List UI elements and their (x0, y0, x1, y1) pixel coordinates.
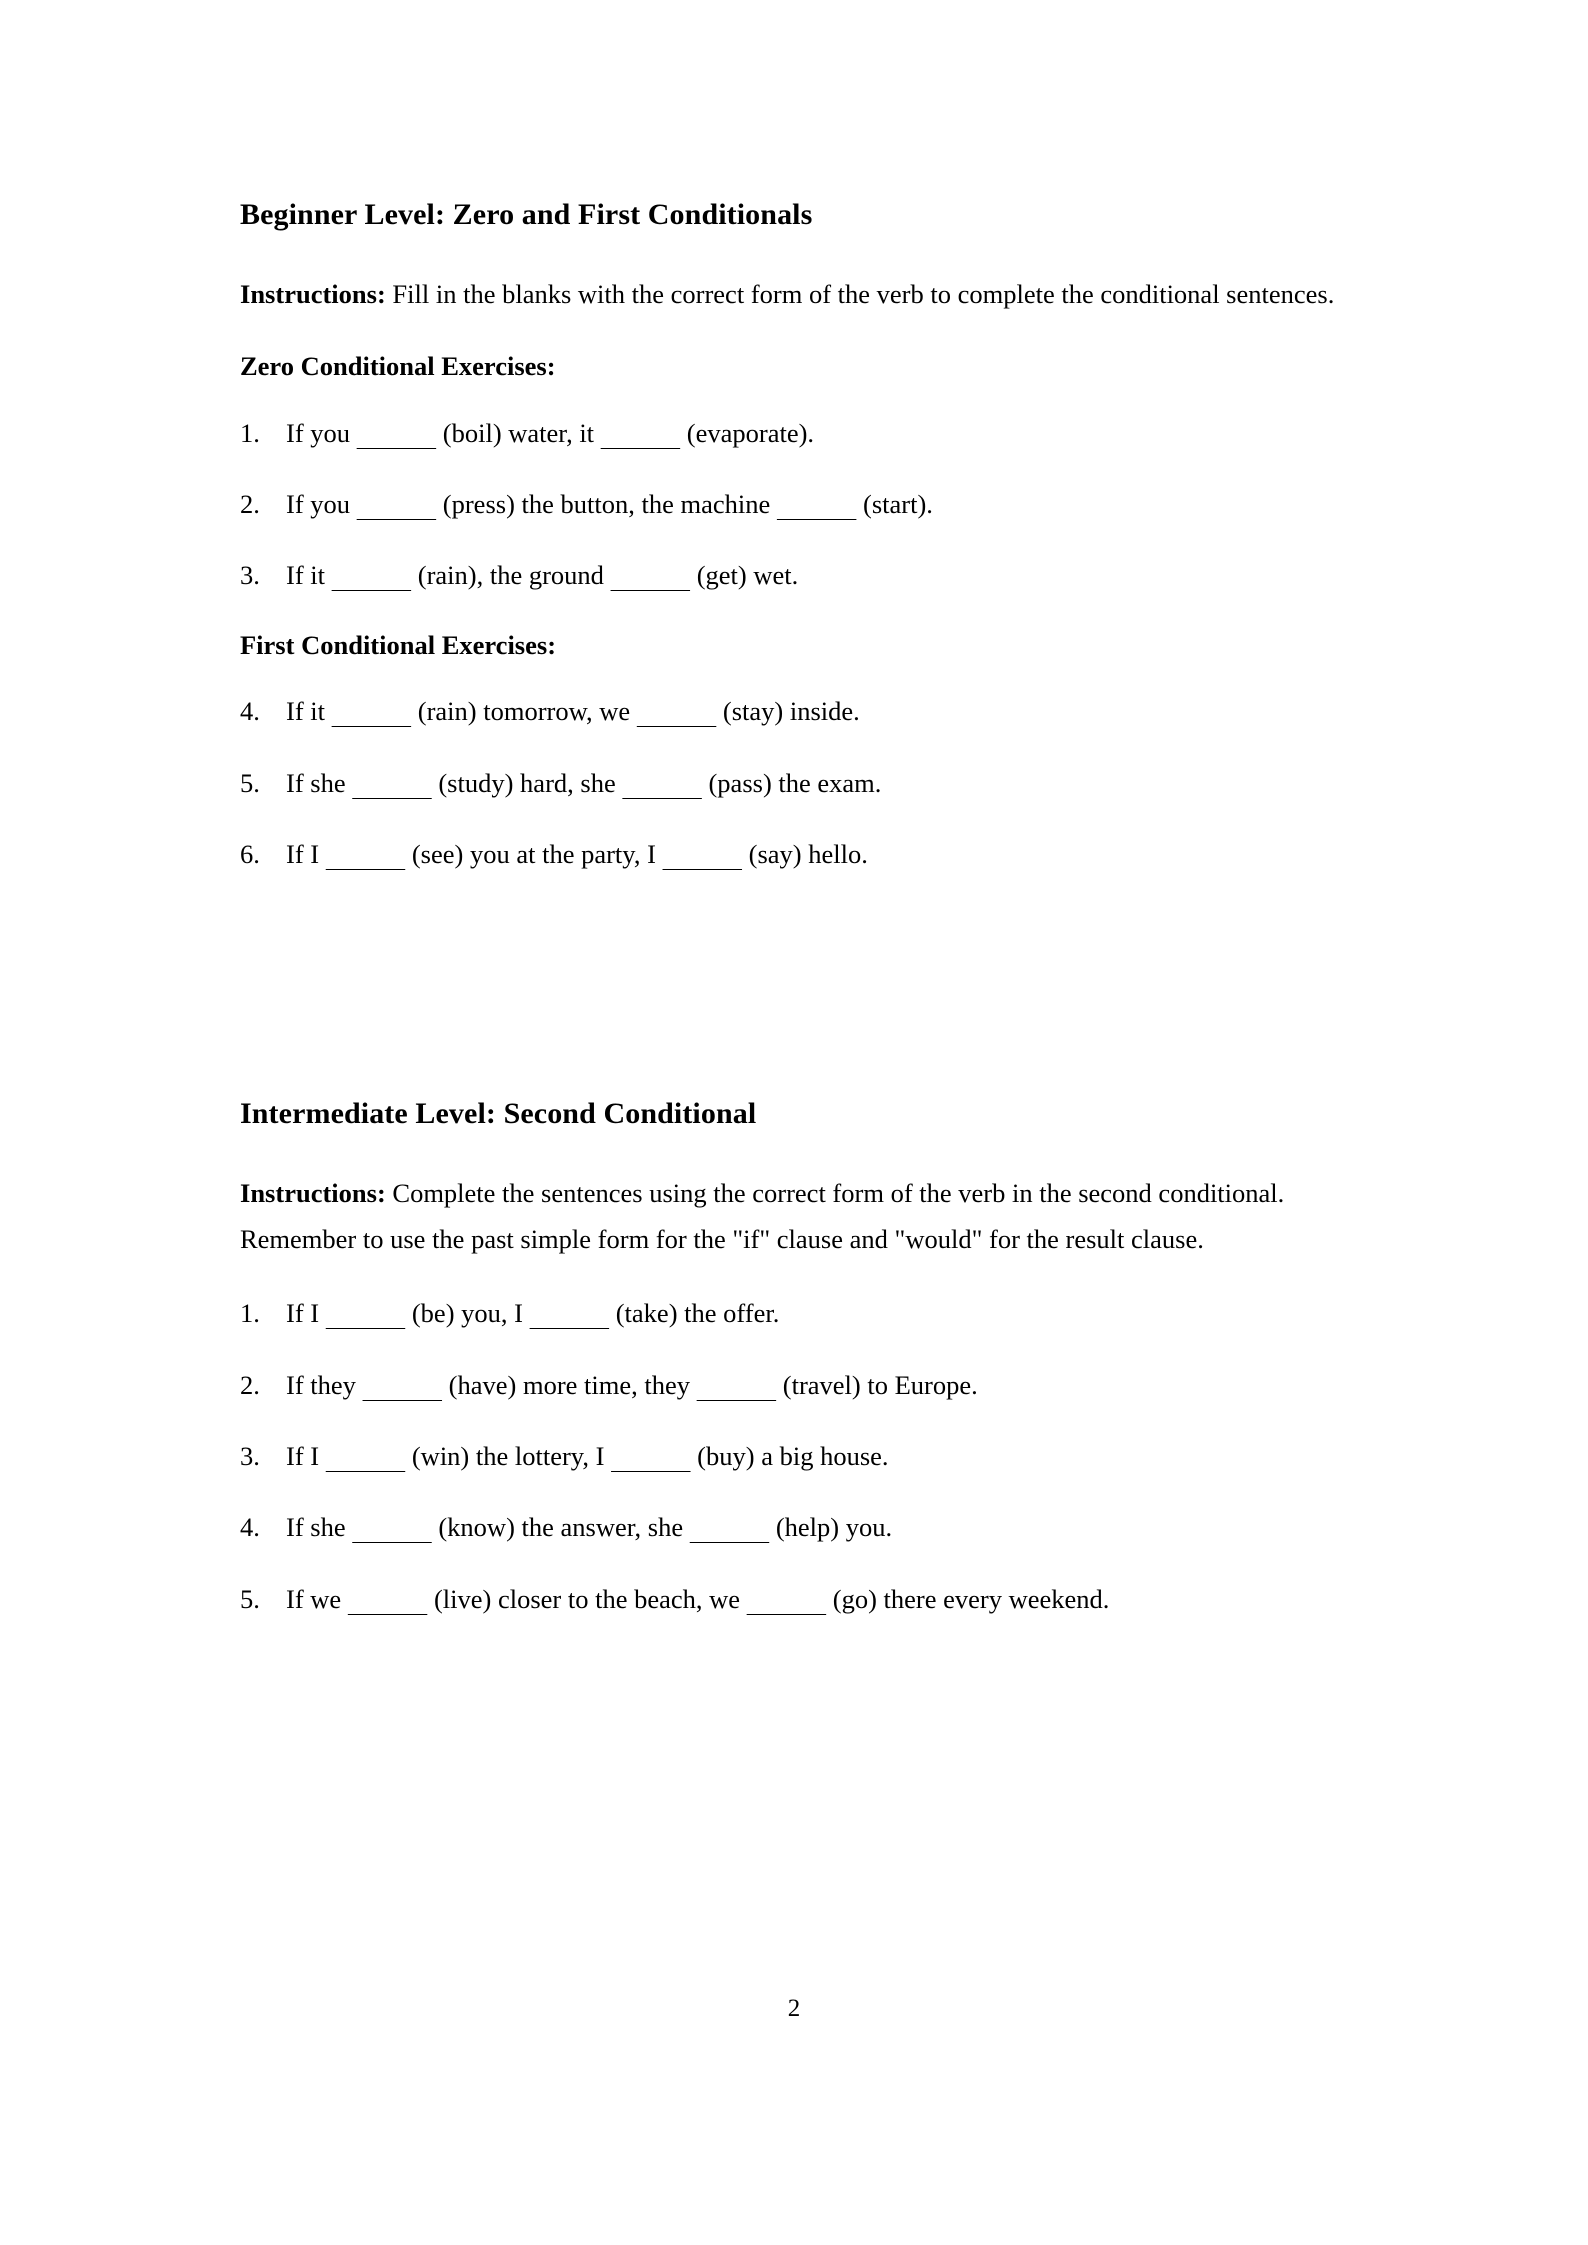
list-item-text-after: (buy) a big house. (690, 1440, 889, 1471)
answer-blank[interactable] (326, 839, 406, 869)
list-item-text-middle: (have) more time, they (442, 1369, 697, 1400)
answer-blank[interactable] (690, 1512, 770, 1542)
answer-blank[interactable] (332, 696, 412, 726)
list-item-text-after: (stay) inside. (716, 696, 860, 727)
answer-blank[interactable] (622, 768, 702, 798)
list-item-number: 3. (240, 560, 260, 591)
list-item (240, 1437, 1352, 1475)
list-item-text-middle: (boil) water, it (436, 417, 601, 448)
answer-blank[interactable] (697, 1370, 777, 1400)
list-item (240, 1294, 1352, 1332)
sub-heading-zero-conditional: Zero Conditional Exercises: (240, 351, 556, 382)
instructions-beginner (240, 272, 1352, 318)
list-item-text-after: (take) the offer. (609, 1298, 780, 1329)
list-item (240, 1366, 1352, 1404)
answer-blank[interactable] (363, 1370, 443, 1400)
answer-blank[interactable] (352, 768, 432, 798)
list-item-number: 5. (240, 767, 260, 798)
instructions-text-intermediate: Complete the sentences using the correct form of the verb in the second conditional. Remember to use the past simple form for the "if" clause and "would" for the result clause. (240, 1177, 1285, 1254)
list-item-text-after: (pass) the exam. (701, 767, 882, 798)
answer-blank[interactable] (530, 1298, 610, 1328)
answer-blank[interactable] (601, 418, 681, 448)
list-item-text-after: (evaporate). (680, 417, 815, 448)
list-item-number: 5. (240, 1583, 260, 1614)
list-item-number: 4. (240, 1512, 260, 1543)
instructions-label-intermediate: Instructions: (240, 1177, 386, 1208)
answer-blank[interactable] (611, 560, 691, 590)
list-item-text-before: If I (286, 839, 326, 870)
list-item-text-after: (say) hello. (742, 839, 868, 870)
list-item-text-middle: (win) the lottery, I (405, 1440, 612, 1471)
list-item-text-before: If we (286, 1583, 348, 1614)
list-item-text-before: If they (286, 1369, 363, 1400)
answer-blank[interactable] (747, 1584, 827, 1614)
answer-blank[interactable] (326, 1441, 406, 1471)
section-heading-beginner: Beginner Level: Zero and First Conditionals (240, 198, 813, 231)
list-item (240, 692, 1352, 730)
answer-blank[interactable] (357, 418, 437, 448)
page-number: 2 (787, 1995, 801, 2022)
answer-blank[interactable] (637, 696, 717, 726)
list-item-number: 3. (240, 1440, 260, 1471)
list-item-text-after: (travel) to Europe. (776, 1369, 978, 1400)
list-item-text-before: If it (286, 696, 332, 727)
list-item-text-before: If I (286, 1298, 326, 1329)
list-item-text-before: If I (286, 1440, 326, 1471)
list-item-text-before: If she (286, 1512, 353, 1543)
answer-blank[interactable] (352, 1512, 432, 1542)
list-item-text-before: If it (286, 560, 332, 591)
list-item (240, 556, 1352, 594)
section-heading-intermediate: Intermediate Level: Second Conditional (240, 1097, 757, 1131)
answer-blank[interactable] (777, 489, 857, 519)
exercise-list-first-conditional (240, 692, 1352, 873)
list-item-text-middle: (rain), the ground (411, 560, 611, 591)
list-item-text-middle: (see) you at the party, I (405, 839, 663, 870)
list-item-text-after: (go) there every weekend. (826, 1583, 1110, 1614)
list-item-number: 1. (240, 417, 260, 448)
page-content (240, 196, 1352, 1618)
list-item-text-after: (help) you. (769, 1512, 893, 1543)
list-item (240, 414, 1352, 452)
list-item-number: 1. (240, 1298, 260, 1329)
list-item-text-middle: (rain) tomorrow, we (411, 696, 637, 727)
list-item-text-middle: (be) you, I (405, 1298, 530, 1329)
instructions-label-beginner: Instructions: (240, 278, 386, 309)
list-item-text-middle: (live) closer to the beach, we (427, 1583, 747, 1614)
list-item (240, 835, 1352, 873)
list-item-text-after: (get) wet. (690, 560, 799, 591)
list-item-text-middle: (study) hard, she (431, 767, 623, 798)
list-item-number: 2. (240, 488, 260, 519)
answer-blank[interactable] (663, 839, 743, 869)
sub-heading-first-conditional: First Conditional Exercises: (240, 629, 557, 660)
list-item-text-before: If you (286, 417, 357, 448)
exercise-list-zero-conditional (240, 414, 1352, 595)
list-item-number: 2. (240, 1369, 260, 1400)
answer-blank[interactable] (326, 1298, 406, 1328)
answer-blank[interactable] (348, 1584, 428, 1614)
list-item (240, 764, 1352, 802)
list-item-text-before: If she (286, 767, 353, 798)
exercise-list-second-conditional (240, 1294, 1352, 1618)
instructions-intermediate (240, 1171, 1352, 1262)
list-item-text-after: (start). (856, 488, 933, 519)
instructions-text-beginner: Fill in the blanks with the correct form of the verb to complete the conditional sentences. (385, 278, 1335, 309)
list-item-number: 6. (240, 839, 260, 870)
list-item-text-middle: (know) the answer, she (431, 1512, 690, 1543)
answer-blank[interactable] (332, 560, 412, 590)
list-item (240, 1508, 1352, 1546)
list-item-text-before: If you (286, 488, 357, 519)
list-item (240, 1580, 1352, 1618)
list-item-text-middle: (press) the button, the machine (436, 488, 777, 519)
answer-blank[interactable] (357, 489, 437, 519)
list-item (240, 485, 1352, 523)
answer-blank[interactable] (611, 1441, 691, 1471)
section-spacer (240, 873, 1352, 1095)
list-item-number: 4. (240, 696, 260, 727)
